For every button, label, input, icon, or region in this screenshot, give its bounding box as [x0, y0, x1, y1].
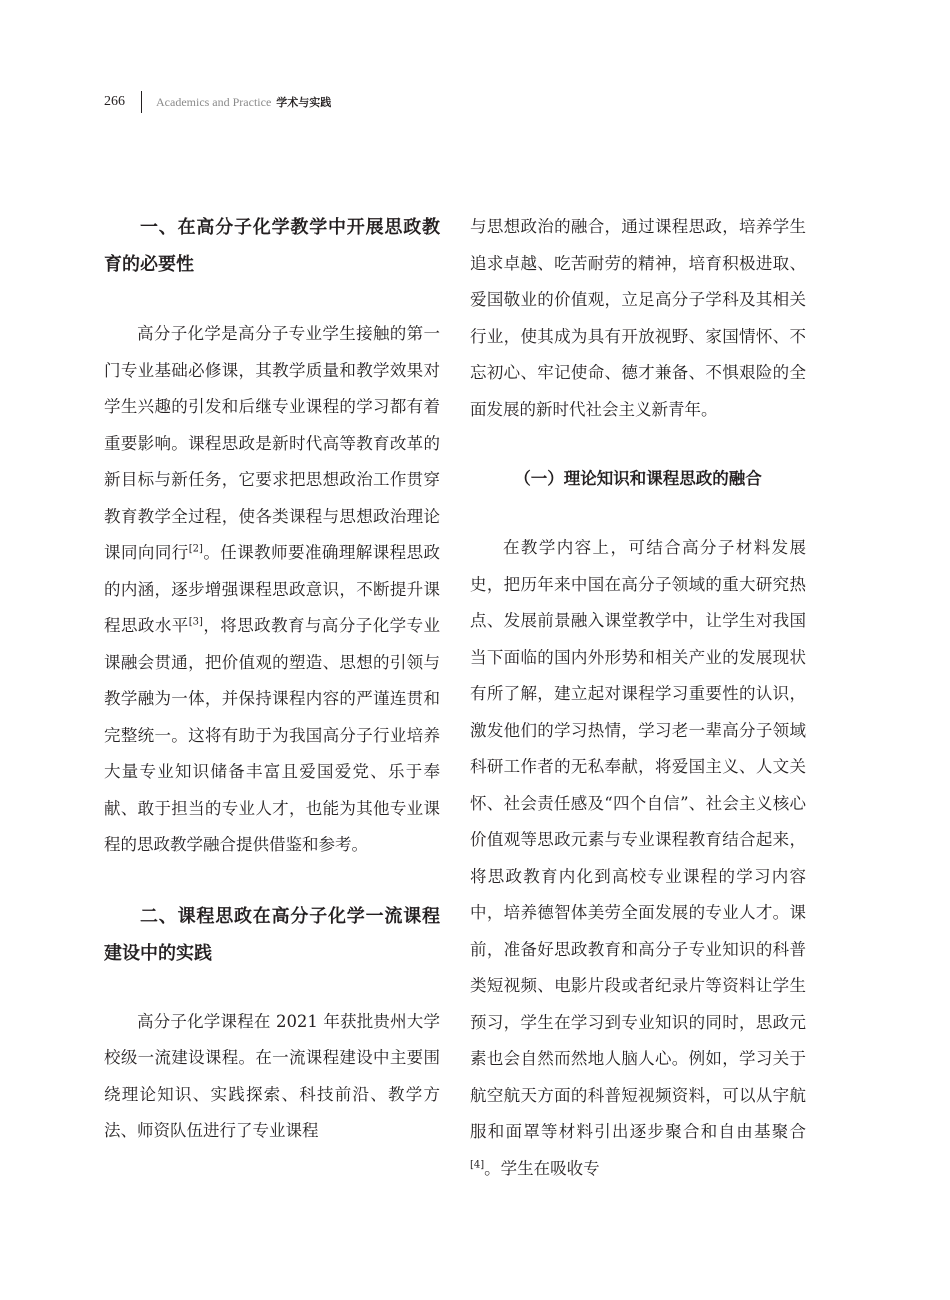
page-number: 266: [104, 94, 125, 109]
section-2-paragraph: 高分子化学课程在 2021 年获批贵州大学校级一流建设课程。在一流课程建设中主要围绕理论知识、实践探索、科技前沿、教学方法、师资队伍进行了专业课程: [104, 1011, 440, 1140]
left-column: [104, 209, 440, 1150]
section-1-text-c: ，将思政教育与高分子化学专业课融会贯通，把价值观的塑造、思想的引领与教学融为一体，并保持课程内容的严谨连贯和完整统一。这将有助于为我国高分子行业培养大量专业知识储备丰富且爱国爱党、乐于奉献、敢于担当的专业人才，也能为其他专业课程的思政教学融合提供借鉴和参考。: [104, 616, 441, 854]
citation-3: [3]: [188, 616, 203, 628]
subsection-1-text-b: 。学生在吸收专: [484, 1158, 600, 1178]
subsection-1-paragraph: [470, 530, 806, 1187]
section-1-text-b: 。任课教师要准确理解课程思政的内涵，逐步增强课程思政意识，不断提升课程思政水平: [104, 543, 441, 635]
subsection-1-text-a: 在教学内容上，可结合高分子材料发展史，把历年来中国在高分子领域的重大研究热点、发展前景融入课堂教学中，让学生对我国当下面临的国内外形势和相关产业的发展现状有所了解，建立起对课程学习重要性的认识，激发他们的学习热情，学习老一辈高分子领域科研工作者的无私奉献，将爱国主义、人文关怀、社会责任感及“四个自信”、社会主义核心价值观等思政元素与专业课程教育结合起来，将思政教育内化到高校专业课程的学习内容中，培养德智体美劳全面发展的专业人才。课前，准备好思政教育和高分子专业知识的科普类短视频、电影片段或者纪录片等资料让学生预习，学生在学习到专业知识的同时，思政元素也会自然而然地人脑人心。例如，学习关于航空航天方面的科普短视频资料，可以从宇航服和面罩等材料引出逐步聚合和自由基聚合: [470, 538, 806, 1141]
citation-2: [2]: [188, 543, 203, 555]
section-1-paragraph: [104, 316, 440, 864]
right-column: [470, 209, 806, 1187]
section-1-text-a: 高分子化学是高分子专业学生接触的第一门专业基础必修课，其教学质量和教学效果对学生兴趣的引发和后继专业课程的学习都有着重要影响。课程思政是新时代高等教育改革的新目标与新任务，它要求把思想政治工作贯穿教育教学全过程，使各类课程与思想政治理论课同向同行: [104, 324, 440, 562]
section-2-continuation: 与思想政治的融合，通过课程思政，培养学生追求卓越、吃苦耐劳的精神，培育积极进取、爱国敬业的价值观，立足高分子学科及其相关行业，使其成为具有开放视野、家国情怀、不忘初心、牢记使命、德才兼备、不惧艰险的全面发展的新时代社会主义新青年。: [470, 217, 806, 419]
section-1-title: 一、在高分子化学教学中开展思政教育的必要性: [104, 217, 440, 275]
subsection-1-title: （一）理论知识和课程思政的融合: [514, 469, 762, 488]
journal-title-cn: 学术与实践: [276, 96, 332, 109]
citation-4: [4]: [470, 1159, 485, 1170]
section-2-title: 二、课程思政在高分子化学一流课程建设中的实践: [104, 905, 440, 964]
journal-title-en: Academics and Practice: [156, 94, 272, 109]
header-divider: [141, 91, 142, 113]
running-header: [104, 90, 331, 114]
